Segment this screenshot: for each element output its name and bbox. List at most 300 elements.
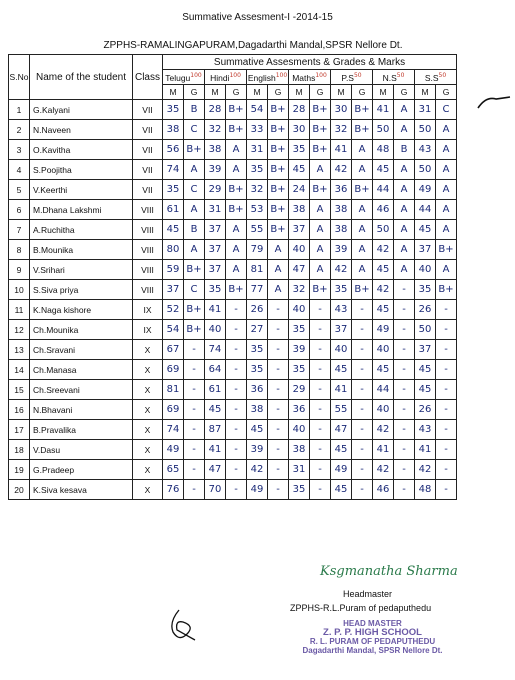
grade-cell: - [394, 360, 415, 380]
serial-number: 14 [9, 360, 30, 380]
student-class: X [133, 480, 163, 500]
serial-number: 6 [9, 200, 30, 220]
student-name: B.Pravalika [30, 420, 133, 440]
subject-label: P.S [341, 72, 354, 83]
grade-cell: A [394, 120, 415, 140]
grade-cell: B+ [310, 180, 331, 200]
mark-cell: 41 [331, 140, 352, 160]
student-class: VIII [133, 220, 163, 240]
student-class: X [133, 340, 163, 360]
subject-max-marks: 50 [353, 71, 362, 79]
mark-cell: 38 [289, 440, 310, 460]
grade-cell: - [226, 320, 247, 340]
serial-number: 1 [9, 100, 30, 120]
grade-cell: A [436, 220, 457, 240]
headmaster-signature: Ksgmanatha Sharma [320, 564, 458, 579]
subject-header [163, 70, 205, 85]
grade-cell: - [436, 400, 457, 420]
grade-cell: B+ [310, 100, 331, 120]
grade-cell: - [394, 320, 415, 340]
grade-cell: A [436, 200, 457, 220]
grade-cell: B [184, 100, 205, 120]
subject-max-marks: 100 [315, 71, 327, 79]
student-class: VII [133, 120, 163, 140]
student-class: VIII [133, 280, 163, 300]
student-name: S.Siva priya [30, 280, 133, 300]
table-row [9, 120, 457, 140]
stamp-line-2: Z. P. P. HIGH SCHOOL [323, 627, 422, 638]
grade-cell: A [310, 160, 331, 180]
mark-cell: 55 [331, 400, 352, 420]
student-class: X [133, 460, 163, 480]
grade-cell: - [268, 380, 289, 400]
student-class: VIII [133, 200, 163, 220]
grade-cell: - [394, 280, 415, 300]
table-row [9, 440, 457, 460]
grade-cell: A [226, 160, 247, 180]
grade-cell: - [352, 340, 373, 360]
mark-cell: 38 [205, 140, 226, 160]
grade-cell: - [184, 440, 205, 460]
serial-number: 4 [9, 160, 30, 180]
mark-cell: 35 [247, 160, 268, 180]
mark-cell: 50 [373, 220, 394, 240]
mark-cell: 74 [163, 420, 184, 440]
grade-cell: - [310, 440, 331, 460]
grade-cell: A [226, 260, 247, 280]
subject-label: English [247, 72, 276, 83]
mark-cell: 35 [289, 360, 310, 380]
grade-cell: A [394, 180, 415, 200]
mark-cell: 74 [205, 340, 226, 360]
mark-cell: 44 [373, 180, 394, 200]
student-class: VII [133, 100, 163, 120]
header-grade: G [436, 85, 457, 100]
subject-max-marks: 100 [190, 71, 202, 79]
grade-cell: A [352, 220, 373, 240]
mark-cell: 87 [205, 420, 226, 440]
subject-max-marks: 100 [275, 71, 288, 79]
mark-cell: 38 [163, 120, 184, 140]
grade-cell: B+ [268, 140, 289, 160]
mark-cell: 26 [247, 300, 268, 320]
mark-cell: 35 [331, 280, 352, 300]
grade-cell: A [226, 140, 247, 160]
grade-cell: - [226, 440, 247, 460]
grade-cell: B+ [268, 120, 289, 140]
grade-cell: - [352, 380, 373, 400]
mark-cell: 45 [373, 160, 394, 180]
grade-cell: - [352, 440, 373, 460]
grade-cell: - [310, 320, 331, 340]
mark-cell: 47 [289, 260, 310, 280]
school-stamp [300, 619, 445, 655]
serial-number: 19 [9, 460, 30, 480]
mark-cell: 74 [163, 160, 184, 180]
student-name: V.Keerthi [30, 180, 133, 200]
table-row [9, 260, 457, 280]
header-class: Class [133, 55, 163, 100]
grade-cell: A [184, 160, 205, 180]
header-mark: M [373, 85, 394, 100]
header-mark: M [163, 85, 184, 100]
table-row [9, 220, 457, 240]
grade-cell: - [436, 440, 457, 460]
mark-cell: 36 [247, 380, 268, 400]
tick-mark-icon [476, 94, 512, 112]
grade-cell: A [352, 160, 373, 180]
student-name: S.Poojitha [30, 160, 133, 180]
mark-cell: 37 [163, 280, 184, 300]
grade-cell: B+ [352, 100, 373, 120]
mark-cell: 42 [331, 160, 352, 180]
header-mark: M [289, 85, 310, 100]
mark-cell: 45 [331, 480, 352, 500]
table-row [9, 240, 457, 260]
grade-cell: A [436, 120, 457, 140]
student-class: X [133, 400, 163, 420]
mark-cell: 32 [289, 280, 310, 300]
grade-cell: A [310, 240, 331, 260]
grade-cell: - [394, 380, 415, 400]
grade-cell: - [310, 360, 331, 380]
mark-cell: 42 [373, 460, 394, 480]
mark-cell: 28 [205, 100, 226, 120]
grade-cell: A [310, 220, 331, 240]
mark-cell: 37 [205, 260, 226, 280]
marks-table [8, 54, 457, 500]
grade-cell: A [184, 240, 205, 260]
header-name: Name of the student [30, 55, 133, 100]
grade-cell: - [310, 340, 331, 360]
grade-cell: B+ [268, 100, 289, 120]
mark-cell: 37 [415, 340, 436, 360]
serial-number: 13 [9, 340, 30, 360]
grade-cell: - [352, 480, 373, 500]
header-mark: M [331, 85, 352, 100]
header-grade: G [352, 85, 373, 100]
mark-cell: 45 [415, 360, 436, 380]
header-grade: G [268, 85, 289, 100]
student-name: G.Kalyani [30, 100, 133, 120]
grade-cell: - [268, 340, 289, 360]
grade-cell: - [268, 400, 289, 420]
school-line: ZPPHS-R.L.Puram of pedaputhedu [290, 603, 432, 613]
grade-cell: - [352, 360, 373, 380]
mark-cell: 55 [247, 220, 268, 240]
header-grade: G [226, 85, 247, 100]
table-row [9, 140, 457, 160]
grade-cell: - [436, 340, 457, 360]
mark-cell: 45 [415, 380, 436, 400]
mark-cell: 41 [331, 380, 352, 400]
student-rows [9, 100, 457, 500]
subject-label: N.S [382, 72, 397, 83]
mark-cell: 27 [247, 320, 268, 340]
grade-cell: - [226, 360, 247, 380]
grade-cell: - [310, 400, 331, 420]
serial-number: 2 [9, 120, 30, 140]
grade-cell: - [184, 360, 205, 380]
grade-cell: - [268, 300, 289, 320]
mark-cell: 37 [289, 220, 310, 240]
table-row [9, 400, 457, 420]
mark-cell: 38 [289, 200, 310, 220]
grade-cell: - [184, 380, 205, 400]
grade-cell: A [352, 200, 373, 220]
grade-cell: - [226, 300, 247, 320]
serial-number: 20 [9, 480, 30, 500]
grade-cell: A [226, 220, 247, 240]
grade-cell: A [268, 240, 289, 260]
subject-label: Telugu [165, 72, 191, 83]
grade-cell: - [226, 340, 247, 360]
mark-cell: 46 [373, 480, 394, 500]
grade-cell: - [184, 420, 205, 440]
mark-cell: 64 [205, 360, 226, 380]
mark-cell: 30 [289, 120, 310, 140]
student-name: V.Srihari [30, 260, 133, 280]
grade-cell: A [436, 180, 457, 200]
student-name: Ch.Sravani [30, 340, 133, 360]
student-name: G.Pradeep [30, 460, 133, 480]
mark-cell: 45 [247, 420, 268, 440]
grade-cell: B+ [352, 120, 373, 140]
serial-number: 11 [9, 300, 30, 320]
mark-cell: 50 [415, 160, 436, 180]
student-class: IX [133, 320, 163, 340]
grade-cell: B+ [226, 200, 247, 220]
mark-cell: 32 [331, 120, 352, 140]
mark-cell: 81 [247, 260, 268, 280]
mark-cell: 49 [415, 180, 436, 200]
table-row [9, 280, 457, 300]
grade-cell: B+ [436, 240, 457, 260]
mark-cell: 39 [289, 340, 310, 360]
mark-cell: 50 [373, 120, 394, 140]
grade-cell: B+ [226, 100, 247, 120]
student-class: VIII [133, 240, 163, 260]
mark-cell: 26 [415, 400, 436, 420]
header-sno: S.No [9, 55, 30, 100]
subject-max-marks: 50 [396, 71, 405, 79]
grade-cell: B [394, 140, 415, 160]
mark-cell: 49 [373, 320, 394, 340]
mark-cell: 40 [331, 340, 352, 360]
student-class: VII [133, 160, 163, 180]
grade-cell: C [184, 120, 205, 140]
grade-cell: B+ [268, 180, 289, 200]
grade-cell: - [310, 300, 331, 320]
mark-cell: 70 [205, 480, 226, 500]
mark-cell: 54 [163, 320, 184, 340]
grade-cell: - [268, 440, 289, 460]
table-row [9, 460, 457, 480]
grade-cell: - [436, 420, 457, 440]
header-mark: M [415, 85, 436, 100]
mark-cell: 49 [247, 480, 268, 500]
mark-cell: 45 [163, 220, 184, 240]
student-class: X [133, 420, 163, 440]
mark-cell: 61 [205, 380, 226, 400]
student-name: Ch.Manasa [30, 360, 133, 380]
mark-cell: 31 [289, 460, 310, 480]
mark-cell: 61 [163, 200, 184, 220]
mark-cell: 35 [415, 280, 436, 300]
mark-cell: 38 [247, 400, 268, 420]
mark-cell: 48 [373, 140, 394, 160]
grade-cell: - [394, 420, 415, 440]
serial-number: 12 [9, 320, 30, 340]
grade-cell: B [184, 220, 205, 240]
mark-cell: 45 [415, 220, 436, 240]
grade-cell: B+ [184, 260, 205, 280]
table-row [9, 160, 457, 180]
grade-cell: C [184, 280, 205, 300]
mark-cell: 47 [331, 420, 352, 440]
grade-cell: - [226, 420, 247, 440]
student-class: VII [133, 140, 163, 160]
mark-cell: 42 [331, 260, 352, 280]
table-row [9, 100, 457, 120]
grade-cell: - [310, 380, 331, 400]
grade-cell: - [226, 480, 247, 500]
mark-cell: 29 [205, 180, 226, 200]
student-name: K.Siva kesava [30, 480, 133, 500]
grade-cell: - [310, 480, 331, 500]
grade-cell: - [352, 300, 373, 320]
mark-cell: 41 [205, 440, 226, 460]
mark-cell: 30 [331, 100, 352, 120]
mark-cell: 40 [373, 340, 394, 360]
table-row [9, 360, 457, 380]
grade-cell: B+ [310, 280, 331, 300]
mark-cell: 40 [205, 320, 226, 340]
mark-cell: 35 [163, 180, 184, 200]
mark-cell: 52 [163, 300, 184, 320]
grade-cell: B+ [268, 220, 289, 240]
grade-cell: A [436, 160, 457, 180]
stamp-line-3: R. L. PURAM OF PEDAPUTHEDU [309, 637, 436, 646]
grade-cell: - [226, 380, 247, 400]
serial-number: 15 [9, 380, 30, 400]
mark-cell: 35 [247, 360, 268, 380]
subject-label: S.S [424, 72, 439, 83]
mark-cell: 53 [247, 200, 268, 220]
mark-cell: 41 [373, 440, 394, 460]
student-class: VII [133, 180, 163, 200]
grade-cell: - [352, 400, 373, 420]
subject-header [373, 70, 415, 85]
mark-cell: 80 [163, 240, 184, 260]
mark-cell: 36 [331, 180, 352, 200]
mark-cell: 35 [289, 140, 310, 160]
header-grade: G [310, 85, 331, 100]
mark-cell: 45 [289, 160, 310, 180]
mark-cell: 65 [163, 460, 184, 480]
grade-cell: B+ [226, 280, 247, 300]
mark-cell: 35 [205, 280, 226, 300]
table-row [9, 340, 457, 360]
grade-cell: B+ [352, 280, 373, 300]
mark-cell: 56 [163, 140, 184, 160]
mark-cell: 46 [373, 200, 394, 220]
serial-number: 9 [9, 260, 30, 280]
mark-cell: 45 [331, 360, 352, 380]
mark-cell: 37 [205, 220, 226, 240]
serial-number: 3 [9, 140, 30, 160]
grade-cell: - [184, 480, 205, 500]
grade-cell: A [352, 260, 373, 280]
serial-number: 8 [9, 240, 30, 260]
student-name: N.Bhavani [30, 400, 133, 420]
student-class: VIII [133, 260, 163, 280]
mark-cell: 50 [415, 320, 436, 340]
grade-cell: C [184, 180, 205, 200]
mark-cell: 40 [289, 240, 310, 260]
grade-cell: - [394, 300, 415, 320]
mark-cell: 69 [163, 360, 184, 380]
student-name: O.Kavitha [30, 140, 133, 160]
mark-cell: 38 [331, 200, 352, 220]
mark-cell: 41 [415, 440, 436, 460]
table-row [9, 380, 457, 400]
mark-cell: 43 [415, 420, 436, 440]
mark-cell: 43 [415, 140, 436, 160]
mark-cell: 37 [415, 240, 436, 260]
mark-cell: 69 [163, 400, 184, 420]
mark-cell: 42 [373, 420, 394, 440]
subject-label: Hindi [210, 72, 230, 83]
grade-cell: - [268, 420, 289, 440]
subject-max-marks: 100 [229, 71, 241, 79]
grade-cell: B+ [226, 180, 247, 200]
mark-cell: 31 [205, 200, 226, 220]
mark-cell: 38 [331, 220, 352, 240]
header-group: Summative Assesments & Grades & Marks [163, 55, 457, 70]
mark-cell: 32 [247, 180, 268, 200]
grade-cell: - [436, 380, 457, 400]
grade-cell: - [436, 300, 457, 320]
grade-cell: A [226, 240, 247, 260]
mark-cell: 40 [289, 420, 310, 440]
serial-number: 17 [9, 420, 30, 440]
mark-cell: 49 [331, 460, 352, 480]
header-grade: G [394, 85, 415, 100]
grade-cell: A [352, 140, 373, 160]
mark-cell: 39 [205, 160, 226, 180]
mark-cell: 35 [247, 340, 268, 360]
mark-cell: 39 [331, 240, 352, 260]
grade-cell: A [184, 200, 205, 220]
student-name: N.Naveen [30, 120, 133, 140]
student-name: Ch.Sreevani [30, 380, 133, 400]
mark-cell: 54 [247, 100, 268, 120]
header-mark: M [247, 85, 268, 100]
grade-cell: - [184, 400, 205, 420]
mark-cell: 42 [373, 240, 394, 260]
mark-cell: 81 [163, 380, 184, 400]
grade-cell: A [268, 260, 289, 280]
mark-cell: 44 [415, 200, 436, 220]
grade-cell: B+ [352, 180, 373, 200]
mark-cell: 79 [247, 240, 268, 260]
grade-cell: - [226, 460, 247, 480]
grade-cell: B+ [268, 200, 289, 220]
mark-cell: 40 [373, 400, 394, 420]
student-class: IX [133, 300, 163, 320]
subject-header [331, 70, 373, 85]
